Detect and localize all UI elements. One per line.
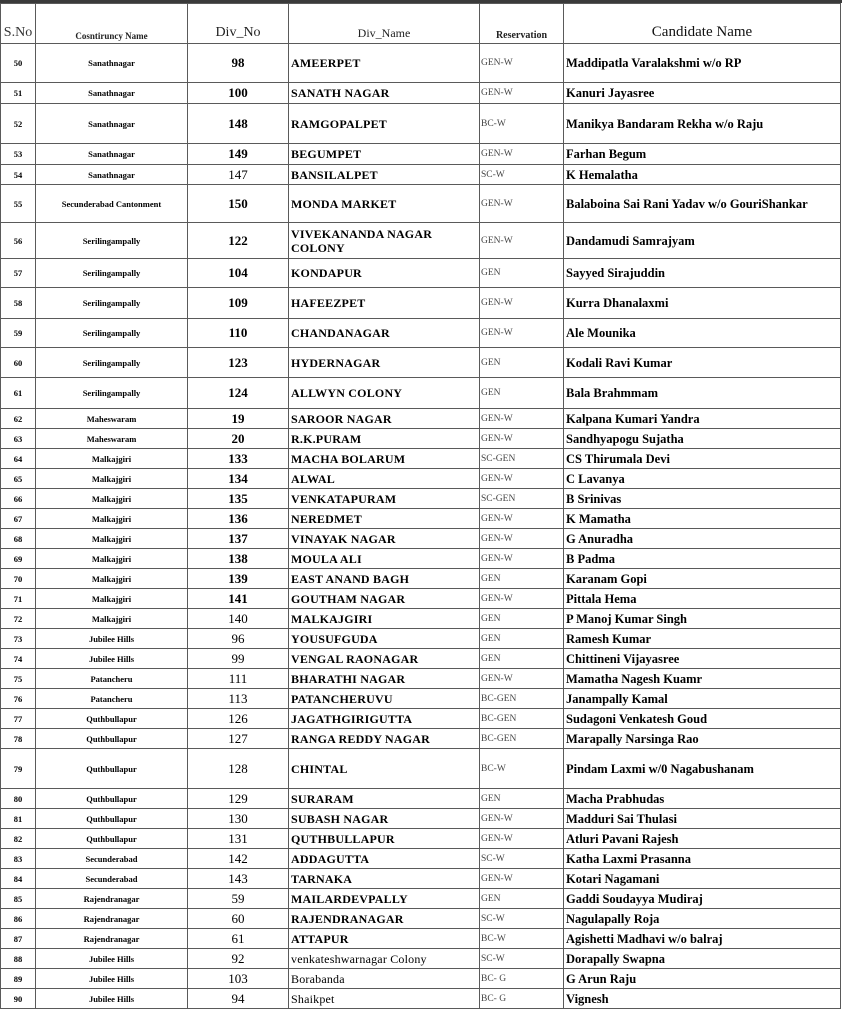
table-row — [1, 649, 841, 669]
table-row — [1, 104, 841, 144]
table-row — [1, 469, 841, 489]
table-cell-div-name: JAGATHGIRIGUTTA — [289, 709, 480, 729]
table-cell-div-no: 138 — [188, 549, 289, 569]
table-cell-div-name: MOULA ALI — [289, 549, 480, 569]
table-cell-div-no: 133 — [188, 449, 289, 469]
table-cell-candidate: Karanam Gopi — [564, 569, 841, 589]
table-cell-div-no: 103 — [188, 969, 289, 989]
table-cell-sno: 88 — [1, 949, 36, 969]
table-row — [1, 689, 841, 709]
table-cell-reservation: GEN-W — [480, 549, 564, 569]
table-row — [1, 185, 841, 223]
table-cell-candidate: Mamatha Nagesh Kuamr — [564, 669, 841, 689]
table-cell-constituency: Jubilee Hills — [36, 949, 188, 969]
table-cell-div-no: 126 — [188, 709, 289, 729]
table-cell-constituency: Jubilee Hills — [36, 649, 188, 669]
table-cell-sno: 52 — [1, 104, 36, 144]
table-cell-reservation: GEN-W — [480, 409, 564, 429]
table-cell-div-no: 60 — [188, 909, 289, 929]
table-cell-candidate: Manikya Bandaram Rekha w/o Raju — [564, 104, 841, 144]
table-cell-div-no: 109 — [188, 288, 289, 319]
table-cell-sno: 77 — [1, 709, 36, 729]
table-cell-sno: 80 — [1, 789, 36, 809]
table-cell-div-name: venkateshwarnagar Colony — [289, 949, 480, 969]
table-cell-reservation: BC-W — [480, 929, 564, 949]
table-cell-div-no: 135 — [188, 489, 289, 509]
table-cell-sno: 68 — [1, 529, 36, 549]
table-cell-reservation: GEN — [480, 569, 564, 589]
table-cell-div-name: VENKATAPURAM — [289, 489, 480, 509]
table-cell-sno: 73 — [1, 629, 36, 649]
table-row — [1, 969, 841, 989]
table-cell-div-name: SURARAM — [289, 789, 480, 809]
table-cell-constituency: Secunderabad — [36, 849, 188, 869]
table-row — [1, 259, 841, 288]
table-cell-div-name: TARNAKA — [289, 869, 480, 889]
table-cell-constituency: Quthbullapur — [36, 789, 188, 809]
table-cell-constituency: Malkajgiri — [36, 469, 188, 489]
table-cell-sno: 54 — [1, 165, 36, 185]
table-cell-constituency: Serilingampally — [36, 348, 188, 378]
table-cell-reservation: SC-W — [480, 849, 564, 869]
table-cell-div-no: 98 — [188, 44, 289, 83]
table-row — [1, 989, 841, 1009]
table-cell-candidate: Kodali Ravi Kumar — [564, 348, 841, 378]
table-cell-sno: 70 — [1, 569, 36, 589]
table-cell-div-name: ALWAL — [289, 469, 480, 489]
table-cell-candidate: Vignesh — [564, 989, 841, 1009]
table-cell-div-no: 149 — [188, 144, 289, 165]
table-cell-candidate: Sayyed Sirajuddin — [564, 259, 841, 288]
table-cell-constituency: Rajendranagar — [36, 929, 188, 949]
header-constituency: Cosntiruncy Name — [36, 4, 188, 44]
table-cell-candidate: K Mamatha — [564, 509, 841, 529]
table-cell-div-no: 124 — [188, 378, 289, 409]
table-cell-constituency: Malkajgiri — [36, 589, 188, 609]
table-cell-reservation: GEN-W — [480, 829, 564, 849]
table-cell-div-name: BANSILALPET — [289, 165, 480, 185]
table-cell-sno: 84 — [1, 869, 36, 889]
table-cell-div-no: 141 — [188, 589, 289, 609]
table-cell-div-no: 143 — [188, 869, 289, 889]
table-cell-div-no: 142 — [188, 849, 289, 869]
table-row — [1, 449, 841, 469]
table-cell-div-no: 131 — [188, 829, 289, 849]
table-cell-constituency: Maheswaram — [36, 429, 188, 449]
table-cell-div-name: YOUSUFGUDA — [289, 629, 480, 649]
table-cell-div-no: 113 — [188, 689, 289, 709]
table-cell-sno: 64 — [1, 449, 36, 469]
table-cell-reservation: GEN — [480, 889, 564, 909]
table-cell-div-no: 92 — [188, 949, 289, 969]
table-cell-div-name: VENGAL RAONAGAR — [289, 649, 480, 669]
table-cell-div-no: 128 — [188, 749, 289, 789]
table-cell-candidate: Gaddi Soudayya Mudiraj — [564, 889, 841, 909]
table-row — [1, 319, 841, 348]
table-cell-constituency: Serilingampally — [36, 319, 188, 348]
table-row — [1, 929, 841, 949]
table-cell-reservation: SC-W — [480, 909, 564, 929]
table-cell-div-no: 94 — [188, 989, 289, 1009]
table-cell-candidate: B Srinivas — [564, 489, 841, 509]
table-cell-sno: 86 — [1, 909, 36, 929]
table-cell-div-no: 130 — [188, 809, 289, 829]
table-cell-div-no: 139 — [188, 569, 289, 589]
table-cell-div-no: 96 — [188, 629, 289, 649]
table-cell-candidate: B Padma — [564, 549, 841, 569]
table-cell-sno: 60 — [1, 348, 36, 378]
table-cell-constituency: Malkajgiri — [36, 529, 188, 549]
table-cell-div-name: Borabanda — [289, 969, 480, 989]
table-cell-candidate: Atluri Pavani Rajesh — [564, 829, 841, 849]
table-cell-reservation: GEN-W — [480, 223, 564, 259]
table-cell-sno: 63 — [1, 429, 36, 449]
table-cell-candidate: G Anuradha — [564, 529, 841, 549]
table-row — [1, 909, 841, 929]
table-cell-div-name: CHINTAL — [289, 749, 480, 789]
table-cell-constituency: Serilingampally — [36, 378, 188, 409]
table-cell-candidate: Kotari Nagamani — [564, 869, 841, 889]
table-cell-sno: 82 — [1, 829, 36, 849]
table-cell-sno: 87 — [1, 929, 36, 949]
table-cell-div-name: CHANDANAGAR — [289, 319, 480, 348]
table-cell-constituency: Jubilee Hills — [36, 969, 188, 989]
table-cell-div-name: HYDERNAGAR — [289, 348, 480, 378]
table-cell-div-name: QUTHBULLAPUR — [289, 829, 480, 849]
table-cell-candidate: Kalpana Kumari Yandra — [564, 409, 841, 429]
table-cell-constituency: Malkajgiri — [36, 489, 188, 509]
table-cell-candidate: Marapally Narsinga Rao — [564, 729, 841, 749]
candidate-table — [0, 3, 841, 1009]
table-row — [1, 749, 841, 789]
table-cell-reservation: GEN-W — [480, 429, 564, 449]
header-div-no: Div_No — [188, 4, 289, 44]
table-cell-div-no: 110 — [188, 319, 289, 348]
table-cell-reservation: GEN-W — [480, 288, 564, 319]
table-cell-constituency: Patancheru — [36, 689, 188, 709]
table-cell-div-no: 59 — [188, 889, 289, 909]
table-cell-candidate: Chittineni Vijayasree — [564, 649, 841, 669]
table-row — [1, 829, 841, 849]
table-cell-sno: 65 — [1, 469, 36, 489]
table-cell-div-name: GOUTHAM NAGAR — [289, 589, 480, 609]
table-cell-div-no: 134 — [188, 469, 289, 489]
table-cell-div-name: MALKAJGIRI — [289, 609, 480, 629]
table-cell-div-no: 136 — [188, 509, 289, 529]
table-cell-reservation: BC-GEN — [480, 709, 564, 729]
table-cell-div-name: MAILARDEVPALLY — [289, 889, 480, 909]
table-row — [1, 83, 841, 104]
table-cell-sno: 67 — [1, 509, 36, 529]
table-cell-div-no: 140 — [188, 609, 289, 629]
table-cell-reservation: GEN-W — [480, 44, 564, 83]
table-row — [1, 669, 841, 689]
table-cell-reservation: GEN-W — [480, 469, 564, 489]
table-row — [1, 869, 841, 889]
table-row — [1, 348, 841, 378]
table-cell-div-name: ADDAGUTTA — [289, 849, 480, 869]
header-candidate: Candidate Name — [564, 4, 841, 44]
table-cell-constituency: Sanathnagar — [36, 144, 188, 165]
table-cell-div-no: 19 — [188, 409, 289, 429]
table-cell-constituency: Quthbullapur — [36, 729, 188, 749]
table-cell-sno: 79 — [1, 749, 36, 789]
table-cell-candidate: Farhan Begum — [564, 144, 841, 165]
table-cell-constituency: Serilingampally — [36, 288, 188, 319]
table-row — [1, 609, 841, 629]
table-cell-reservation: GEN — [480, 348, 564, 378]
table-cell-sno: 61 — [1, 378, 36, 409]
table-row — [1, 849, 841, 869]
table-cell-sno: 53 — [1, 144, 36, 165]
table-cell-sno: 56 — [1, 223, 36, 259]
table-row — [1, 949, 841, 969]
table-cell-constituency: Malkajgiri — [36, 549, 188, 569]
table-cell-sno: 81 — [1, 809, 36, 829]
table-cell-constituency: Sanathnagar — [36, 44, 188, 83]
table-cell-sno: 62 — [1, 409, 36, 429]
table-cell-div-name: ATTAPUR — [289, 929, 480, 949]
table-cell-constituency: Secunderabad — [36, 869, 188, 889]
table-cell-div-name: EAST ANAND BAGH — [289, 569, 480, 589]
table-cell-reservation: GEN-W — [480, 319, 564, 348]
table-cell-div-no: 148 — [188, 104, 289, 144]
table-row — [1, 144, 841, 165]
table-cell-constituency: Jubilee Hills — [36, 629, 188, 649]
table-cell-div-no: 147 — [188, 165, 289, 185]
table-cell-candidate: Katha Laxmi Prasanna — [564, 849, 841, 869]
table-cell-constituency: Malkajgiri — [36, 449, 188, 469]
table-cell-constituency: Malkajgiri — [36, 509, 188, 529]
table-cell-div-no: 150 — [188, 185, 289, 223]
table-cell-sno: 76 — [1, 689, 36, 709]
table-cell-reservation: GEN-W — [480, 509, 564, 529]
table-cell-candidate: C Lavanya — [564, 469, 841, 489]
table-cell-candidate: Agishetti Madhavi w/o balraj — [564, 929, 841, 949]
table-row — [1, 709, 841, 729]
header-div-name: Div_Name — [289, 4, 480, 44]
table-cell-div-no: 99 — [188, 649, 289, 669]
table-row — [1, 44, 841, 83]
table-cell-sno: 72 — [1, 609, 36, 629]
table-cell-div-name: BHARATHI NAGAR — [289, 669, 480, 689]
table-row — [1, 378, 841, 409]
table-cell-reservation: GEN-W — [480, 144, 564, 165]
table-cell-candidate: Madduri Sai Thulasi — [564, 809, 841, 829]
table-cell-div-name: Shaikpet — [289, 989, 480, 1009]
table-cell-reservation: BC-GEN — [480, 729, 564, 749]
table-cell-sno: 55 — [1, 185, 36, 223]
table-row — [1, 489, 841, 509]
table-row — [1, 569, 841, 589]
table-cell-candidate: Bala Brahmmam — [564, 378, 841, 409]
table-cell-div-name: PATANCHERUVU — [289, 689, 480, 709]
table-cell-reservation: GEN-W — [480, 809, 564, 829]
table-row — [1, 409, 841, 429]
table-cell-reservation: GEN-W — [480, 669, 564, 689]
table-cell-sno: 71 — [1, 589, 36, 609]
table-cell-candidate: P Manoj Kumar Singh — [564, 609, 841, 629]
table-cell-reservation: GEN — [480, 259, 564, 288]
table-cell-div-name: RAMGOPALPET — [289, 104, 480, 144]
table-cell-constituency: Quthbullapur — [36, 829, 188, 849]
table-cell-sno: 78 — [1, 729, 36, 749]
table-cell-sno: 57 — [1, 259, 36, 288]
table-row — [1, 809, 841, 829]
table-cell-sno: 85 — [1, 889, 36, 909]
table-row — [1, 288, 841, 319]
table-cell-div-name: RANGA REDDY NAGAR — [289, 729, 480, 749]
table-cell-div-name: SAROOR NAGAR — [289, 409, 480, 429]
table-cell-constituency: Rajendranagar — [36, 889, 188, 909]
table-cell-candidate: Sudagoni Venkatesh Goud — [564, 709, 841, 729]
table-cell-constituency: Quthbullapur — [36, 709, 188, 729]
table-cell-constituency: Maheswaram — [36, 409, 188, 429]
table-cell-constituency: Malkajgiri — [36, 569, 188, 589]
table-cell-candidate: Janampally Kamal — [564, 689, 841, 709]
table-cell-constituency: Serilingampally — [36, 223, 188, 259]
header-sno: S.No — [1, 4, 36, 44]
table-cell-reservation: SC-GEN — [480, 449, 564, 469]
table-row — [1, 529, 841, 549]
table-cell-div-no: 61 — [188, 929, 289, 949]
table-cell-sno: 59 — [1, 319, 36, 348]
table-cell-reservation: BC-W — [480, 749, 564, 789]
table-cell-reservation: GEN-W — [480, 589, 564, 609]
table-body — [1, 44, 841, 1009]
table-row — [1, 429, 841, 449]
table-cell-sno: 66 — [1, 489, 36, 509]
table-cell-div-name: VINAYAK NAGAR — [289, 529, 480, 549]
table-cell-candidate: K Hemalatha — [564, 165, 841, 185]
table-cell-sno: 51 — [1, 83, 36, 104]
table-cell-div-name: SANATH NAGAR — [289, 83, 480, 104]
table-cell-div-name: KONDAPUR — [289, 259, 480, 288]
table-cell-constituency: Sanathnagar — [36, 104, 188, 144]
table-cell-candidate: Ramesh Kumar — [564, 629, 841, 649]
header-reservation: Reservation — [480, 4, 564, 44]
table-cell-div-name: R.K.PURAM — [289, 429, 480, 449]
table-cell-constituency: Serilingampally — [36, 259, 188, 288]
table-cell-div-name: NEREDMET — [289, 509, 480, 529]
table-cell-div-no: 122 — [188, 223, 289, 259]
table-cell-div-name: SUBASH NAGAR — [289, 809, 480, 829]
table-row — [1, 789, 841, 809]
table-cell-div-no: 137 — [188, 529, 289, 549]
table-cell-constituency: Patancheru — [36, 669, 188, 689]
table-cell-div-name: BEGUMPET — [289, 144, 480, 165]
table-cell-constituency: Quthbullapur — [36, 749, 188, 789]
table-cell-candidate: Ale Mounika — [564, 319, 841, 348]
table-cell-div-name: MACHA BOLARUM — [289, 449, 480, 469]
table-cell-candidate: Sandhyapogu Sujatha — [564, 429, 841, 449]
table-cell-reservation: GEN-W — [480, 529, 564, 549]
table-cell-reservation: GEN — [480, 649, 564, 669]
table-cell-candidate: Pindam Laxmi w/0 Nagabushanam — [564, 749, 841, 789]
table-cell-reservation: GEN — [480, 378, 564, 409]
table-cell-constituency: Malkajgiri — [36, 609, 188, 629]
table-cell-div-name: VIVEKANANDA NAGAR COLONY — [289, 223, 480, 259]
table-cell-reservation: GEN-W — [480, 83, 564, 104]
table-cell-constituency: Jubilee Hills — [36, 989, 188, 1009]
table-cell-reservation: SC-W — [480, 949, 564, 969]
table-cell-sno: 58 — [1, 288, 36, 319]
table-cell-sno: 69 — [1, 549, 36, 569]
table-cell-reservation: SC-W — [480, 165, 564, 185]
table-cell-candidate: G Arun Raju — [564, 969, 841, 989]
table-row — [1, 629, 841, 649]
table-row — [1, 165, 841, 185]
table-cell-div-name: AMEERPET — [289, 44, 480, 83]
table-cell-candidate: Kurra Dhanalaxmi — [564, 288, 841, 319]
table-cell-sno: 83 — [1, 849, 36, 869]
table-cell-reservation: GEN — [480, 789, 564, 809]
table-cell-constituency: Quthbullapur — [36, 809, 188, 829]
table-cell-div-name: MONDA MARKET — [289, 185, 480, 223]
table-row — [1, 509, 841, 529]
table-cell-candidate: Macha Prabhudas — [564, 789, 841, 809]
header-row — [1, 4, 841, 44]
table-cell-constituency: Sanathnagar — [36, 165, 188, 185]
table-cell-div-name: RAJENDRANAGAR — [289, 909, 480, 929]
table-cell-div-no: 100 — [188, 83, 289, 104]
table-cell-candidate: Nagulapally Roja — [564, 909, 841, 929]
table-cell-reservation: GEN — [480, 629, 564, 649]
table-cell-candidate: Balaboina Sai Rani Yadav w/o GouriShankar — [564, 185, 841, 223]
table-cell-div-no: 123 — [188, 348, 289, 378]
table-cell-constituency: Secunderabad Cantonment — [36, 185, 188, 223]
table-cell-reservation: BC- G — [480, 989, 564, 1009]
table-row — [1, 729, 841, 749]
table-cell-candidate: Kanuri Jayasree — [564, 83, 841, 104]
table-cell-div-no: 20 — [188, 429, 289, 449]
table-cell-reservation: BC-GEN — [480, 689, 564, 709]
table-cell-sno: 89 — [1, 969, 36, 989]
table-cell-div-no: 127 — [188, 729, 289, 749]
table-cell-candidate: Dorapally Swapna — [564, 949, 841, 969]
table-cell-candidate: CS Thirumala Devi — [564, 449, 841, 469]
table-cell-sno: 74 — [1, 649, 36, 669]
table-cell-candidate: Pittala Hema — [564, 589, 841, 609]
table-row — [1, 889, 841, 909]
table-row — [1, 589, 841, 609]
table-cell-sno: 90 — [1, 989, 36, 1009]
table-cell-constituency: Sanathnagar — [36, 83, 188, 104]
table-cell-div-name: HAFEEZPET — [289, 288, 480, 319]
table-cell-candidate: Dandamudi Samrajyam — [564, 223, 841, 259]
table-cell-candidate: Maddipatla Varalakshmi w/o RP — [564, 44, 841, 83]
table-cell-sno: 75 — [1, 669, 36, 689]
table-row — [1, 549, 841, 569]
table-row — [1, 223, 841, 259]
table-cell-reservation: GEN-W — [480, 869, 564, 889]
table-cell-reservation: SC-GEN — [480, 489, 564, 509]
table-cell-div-no: 129 — [188, 789, 289, 809]
table-cell-reservation: BC-W — [480, 104, 564, 144]
table-cell-div-no: 104 — [188, 259, 289, 288]
table-cell-div-no: 111 — [188, 669, 289, 689]
table-cell-reservation: GEN — [480, 609, 564, 629]
table-cell-reservation: BC- G — [480, 969, 564, 989]
table-cell-reservation: GEN-W — [480, 185, 564, 223]
table-cell-constituency: Rajendranagar — [36, 909, 188, 929]
table-cell-div-name: ALLWYN COLONY — [289, 378, 480, 409]
table-cell-sno: 50 — [1, 44, 36, 83]
